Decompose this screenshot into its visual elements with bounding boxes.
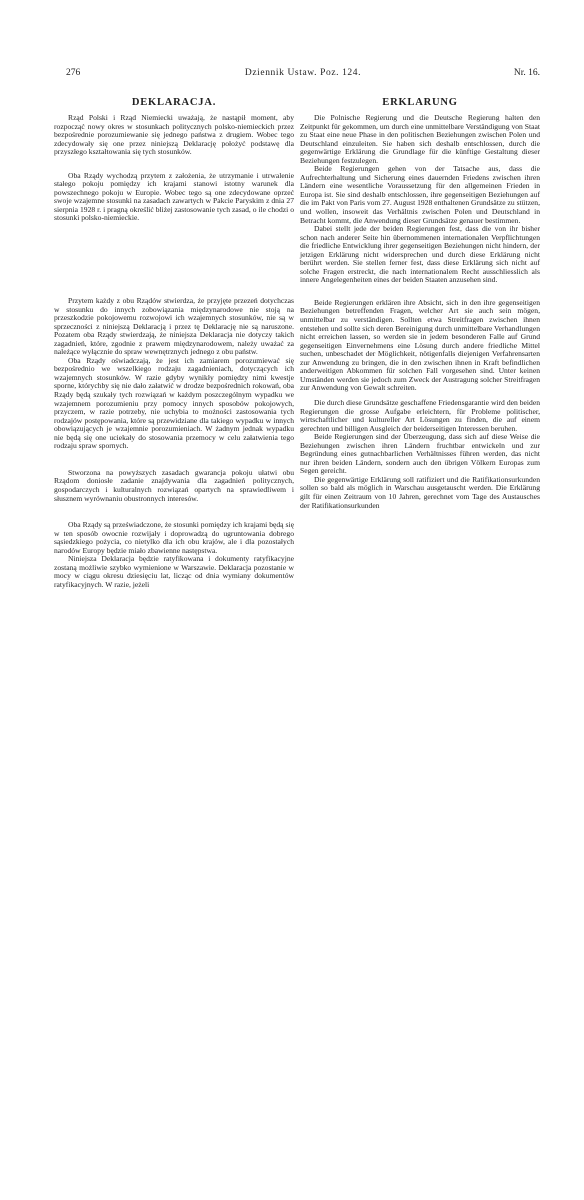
german-paragraph-6: Beide Regierungen sind der Überzeugung, dass sich auf diese Weise die Beziehungen zwischen ihren Ländern fruchtbar entwickeln und zur Begründung eines gutnachbarlichen Verhältnisses führen werden, das nicht nur ihren beiden Ländern, sondern auch den übrigen Völkern Europas zum Segen gereicht. xyxy=(300,432,540,476)
spacer xyxy=(54,503,294,521)
german-paragraph-1: Die Polnische Regierung und die Deutsche Regierung halten den Zeitpunkt für gekommen, um durch eine unmittelbare Verständigung von Staat zu Staat eine neue Phase in den politischen Beziehungen zwischen Polen und Deutschland einzuleiten. Sie haben sich deshalb entschlossen, durch die gegenwärtige Erklärung die Grundlage für die künftige Gestaltung dieser Beziehungen festzulegen. xyxy=(300,113,540,165)
german-paragraph-7: Die gegenwärtige Erklärung soll ratifiziert und die Ratifikationsurkunden sollen so bald als möglich in Warschau ausgetauscht werden. Die Erklärung gilt für einen Zeitraum von 10 Jahren, gerechnet vom Tage des Austausches der Ratifikationsurkunden xyxy=(300,474,540,510)
page-header xyxy=(66,66,540,80)
polish-column xyxy=(54,96,294,589)
spacer xyxy=(54,157,294,172)
german-paragraph-2: Beide Regierungen gehen von der Tatsache aus, dass die Aufrechterhaltung und Sicherung eines dauernden Friedens zwischen ihren Ländern eine wesentliche Voraussetzung für den allgemeinen Frieden in Europa ist. Sie sind deshalb entschlossen, ihre gegenseitigen Beziehungen auf die im Pakt von Paris vom 27. August 1928 enthaltenen Grundsätze zu stützen, und wollen, insoweit das Verhältnis zwischen Polen und Deutschland in Betracht kommt, die Anwendung dieser Grundsätze genauer bestimmen. xyxy=(300,164,541,225)
spacer xyxy=(300,285,540,299)
polish-paragraph-6: Oba Rządy są przeświadczone, że stosunki pomiędzy ich krajami będą się w ten sposób owocnie rozwijały i doprowadzą do ugruntowania dobrego sąsiedzkiego pożycia, co nietylko dla ich obu krajów, ale i dla pozostałych narodów Europy będzie miało zbawienne następstwa. xyxy=(54,520,294,555)
spacer xyxy=(54,451,294,469)
polish-title: DEKLARACJA. xyxy=(131,97,217,108)
german-column xyxy=(300,96,540,510)
german-paragraph-5: Die durch diese Grundsätze geschaffene Friedensgarantie wird den beiden Regierungen die grosse Aufgabe erleichtern, für Probleme politischer, wirtschaftlicher und kultureller Art Lösungen zu finden, die auf einem gerechten und billigen Ausgleich der beiderseitigen Interessen beruhen. xyxy=(300,397,540,433)
polish-paragraph-5: Stworzona na powyższych zasadach gwarancja pokoju ułatwi obu Rządom doniosłe zadanie znajdywania dla zagadnień politycznych, gospodarczych i kulturalnych rozwiązań opartych na sprawiedliwem i słusznem wyrównaniu obustronnych interesów. xyxy=(54,467,294,503)
polish-paragraph-4: Oba Rządy oświadczają, że jest ich zamiarem porozumiewać się bezpośrednio we wszelkiego rodzaju zagadnieniach, dotyczących ich wzajemnych stosunków. W razie gdyby wynikły pomiędzy nimi kwestje sporne, którychby się nie dało załatwić w drodze bezpośrednich rokowań, oba Rządy będą szukały tych rozwiązań w każdym poszczególnym wypadku we wzajemnem porozumieniu przy pomocy innych sposobów pokojowych, przyczem, w razie potrzeby, nie uchybia to możności zastosowania tych rodzajów postępowania, które są przewidziane dla takiego wypadku w innych obowiązujących je wzajemnie porozumieniach. W żadnym jednak wypadku nie będą się one uciekały do stosowania przemocy w celu załatwienia tego rodzaju spraw spornych. xyxy=(54,355,294,451)
page-number: 276 xyxy=(66,68,81,78)
german-title: ERKLARUNG xyxy=(382,97,458,108)
german-paragraph-4: Beide Regierungen erklären ihre Absicht, sich in den ihre gegenseitigen Beziehungen betreffenden Fragen, welcher Art sie auch sein mögen, unmittelbar zu verständigen. Sollten etwa Streitfragen zwischen ihnen entstehen und sollte sich deren Bereinigung durch unmittelbare Verhandlungen nicht erreichen lassen, so werden sie in jedem besonderen Falle auf Grund gegenseitigen Einvernehmens eine Lösung durch andere friedliche Mittel suchen, unbeschadet der Möglichkeit, nötigenfalls diejenigen Verfahrensarten zur Anwendung zu bringen, die in den zwischen ihnen in Kraft befindlichen anderweitigen Abkommen für solchen Fall vorgesehen sind. Unter keinen Umständen werden sie jedoch zum Zweck der Austragung solcher Streitfragen zur Anwendung von Gewalt schreiten. xyxy=(300,297,540,393)
polish-paragraph-7: Niniejsza Deklaracja będzie ratyfikowana i dokumenty ratyfikacyjne zostaną możliwie szybko wymienione w Warszawie. Deklaracja pozostanie w mocy w ciągu okresu dziesięciu lat, licząc od dnia wymiany dokumentów ratyfikacyjnych. W razie, jeżeli xyxy=(54,554,294,589)
issue-number: Nr. 16. xyxy=(513,68,540,78)
polish-paragraph-2: Oba Rządy wychodzą przytem z założenia, że utrzymanie i utrwalenie stałego pokoju pomiędzy ich krajami stanowi istotny warunek dla powszechnego pokoju w Europie. Wobec tego są one zdecydowane oprzeć swoje wzajemne stosunki na zasadach zawartych w Pakcie Paryskim z dnia 27 sierpnia 1928 r. i pragną określić bliżej zastosowanie tych zasad, o ile chodzi o stosunki polsko-niemieckie. xyxy=(54,170,294,223)
german-paragraph-3: Dabei stellt jede der beiden Regierungen fest, dass die von ihr bisher schon nach anderer Seite hin übernommenen internationalen Verpflichtungen die friedliche Entwicklung ihrer gegenseitigen Beziehungen nicht hindern, der jetzigen Erklärung nicht widersprechen und durch diese Erklärung nicht berührt werden. Sie stellen ferner fest, dass diese Erklärung sich nicht auf solche Fragen erstreckt, die nach internationalem Recht ausschliesslich als innere Angelegenheiten eines der beiden Staaten anzusehen sind. xyxy=(300,224,540,285)
polish-paragraph-3: Przytem każdy z obu Rządów stwierdza, że przyjęte przezeń dotychczas w stosunku do innych zobowiązania międzynarodowe nie stoją na przeszkodzie pokojowemu rozwojowi ich wzajemnych stosunków, nie są w sprzeczności z niniejszą Deklaracją i przez tę Deklarację nie są naruszone. Pozatem oba Rządy stwierdzają, że niniejsza Deklaracja nie dotyczy takich zagadnień, które, zgodnie z prawem międzynarodowem, należy uważać za należące wyłącznie do spraw wewnętrznych jednego z obu państw. xyxy=(54,296,294,357)
journal-title: Dziennik Ustaw. Poz. 124. xyxy=(244,68,362,78)
polish-paragraph-1: Rząd Polski i Rząd Niemiecki uważają, że nastąpił moment, aby rozpocząć nowy okres w stosunkach politycznych polsko-niemieckich przez bezpośrednie porozumiewanie się jednego państwa z drugiem. Wobec tego zdecydowały się one przez niniejszą Deklarację położyć podstawę dla przyszłego kształtowania się tych stosunków. xyxy=(54,113,294,157)
spacer xyxy=(54,223,294,297)
